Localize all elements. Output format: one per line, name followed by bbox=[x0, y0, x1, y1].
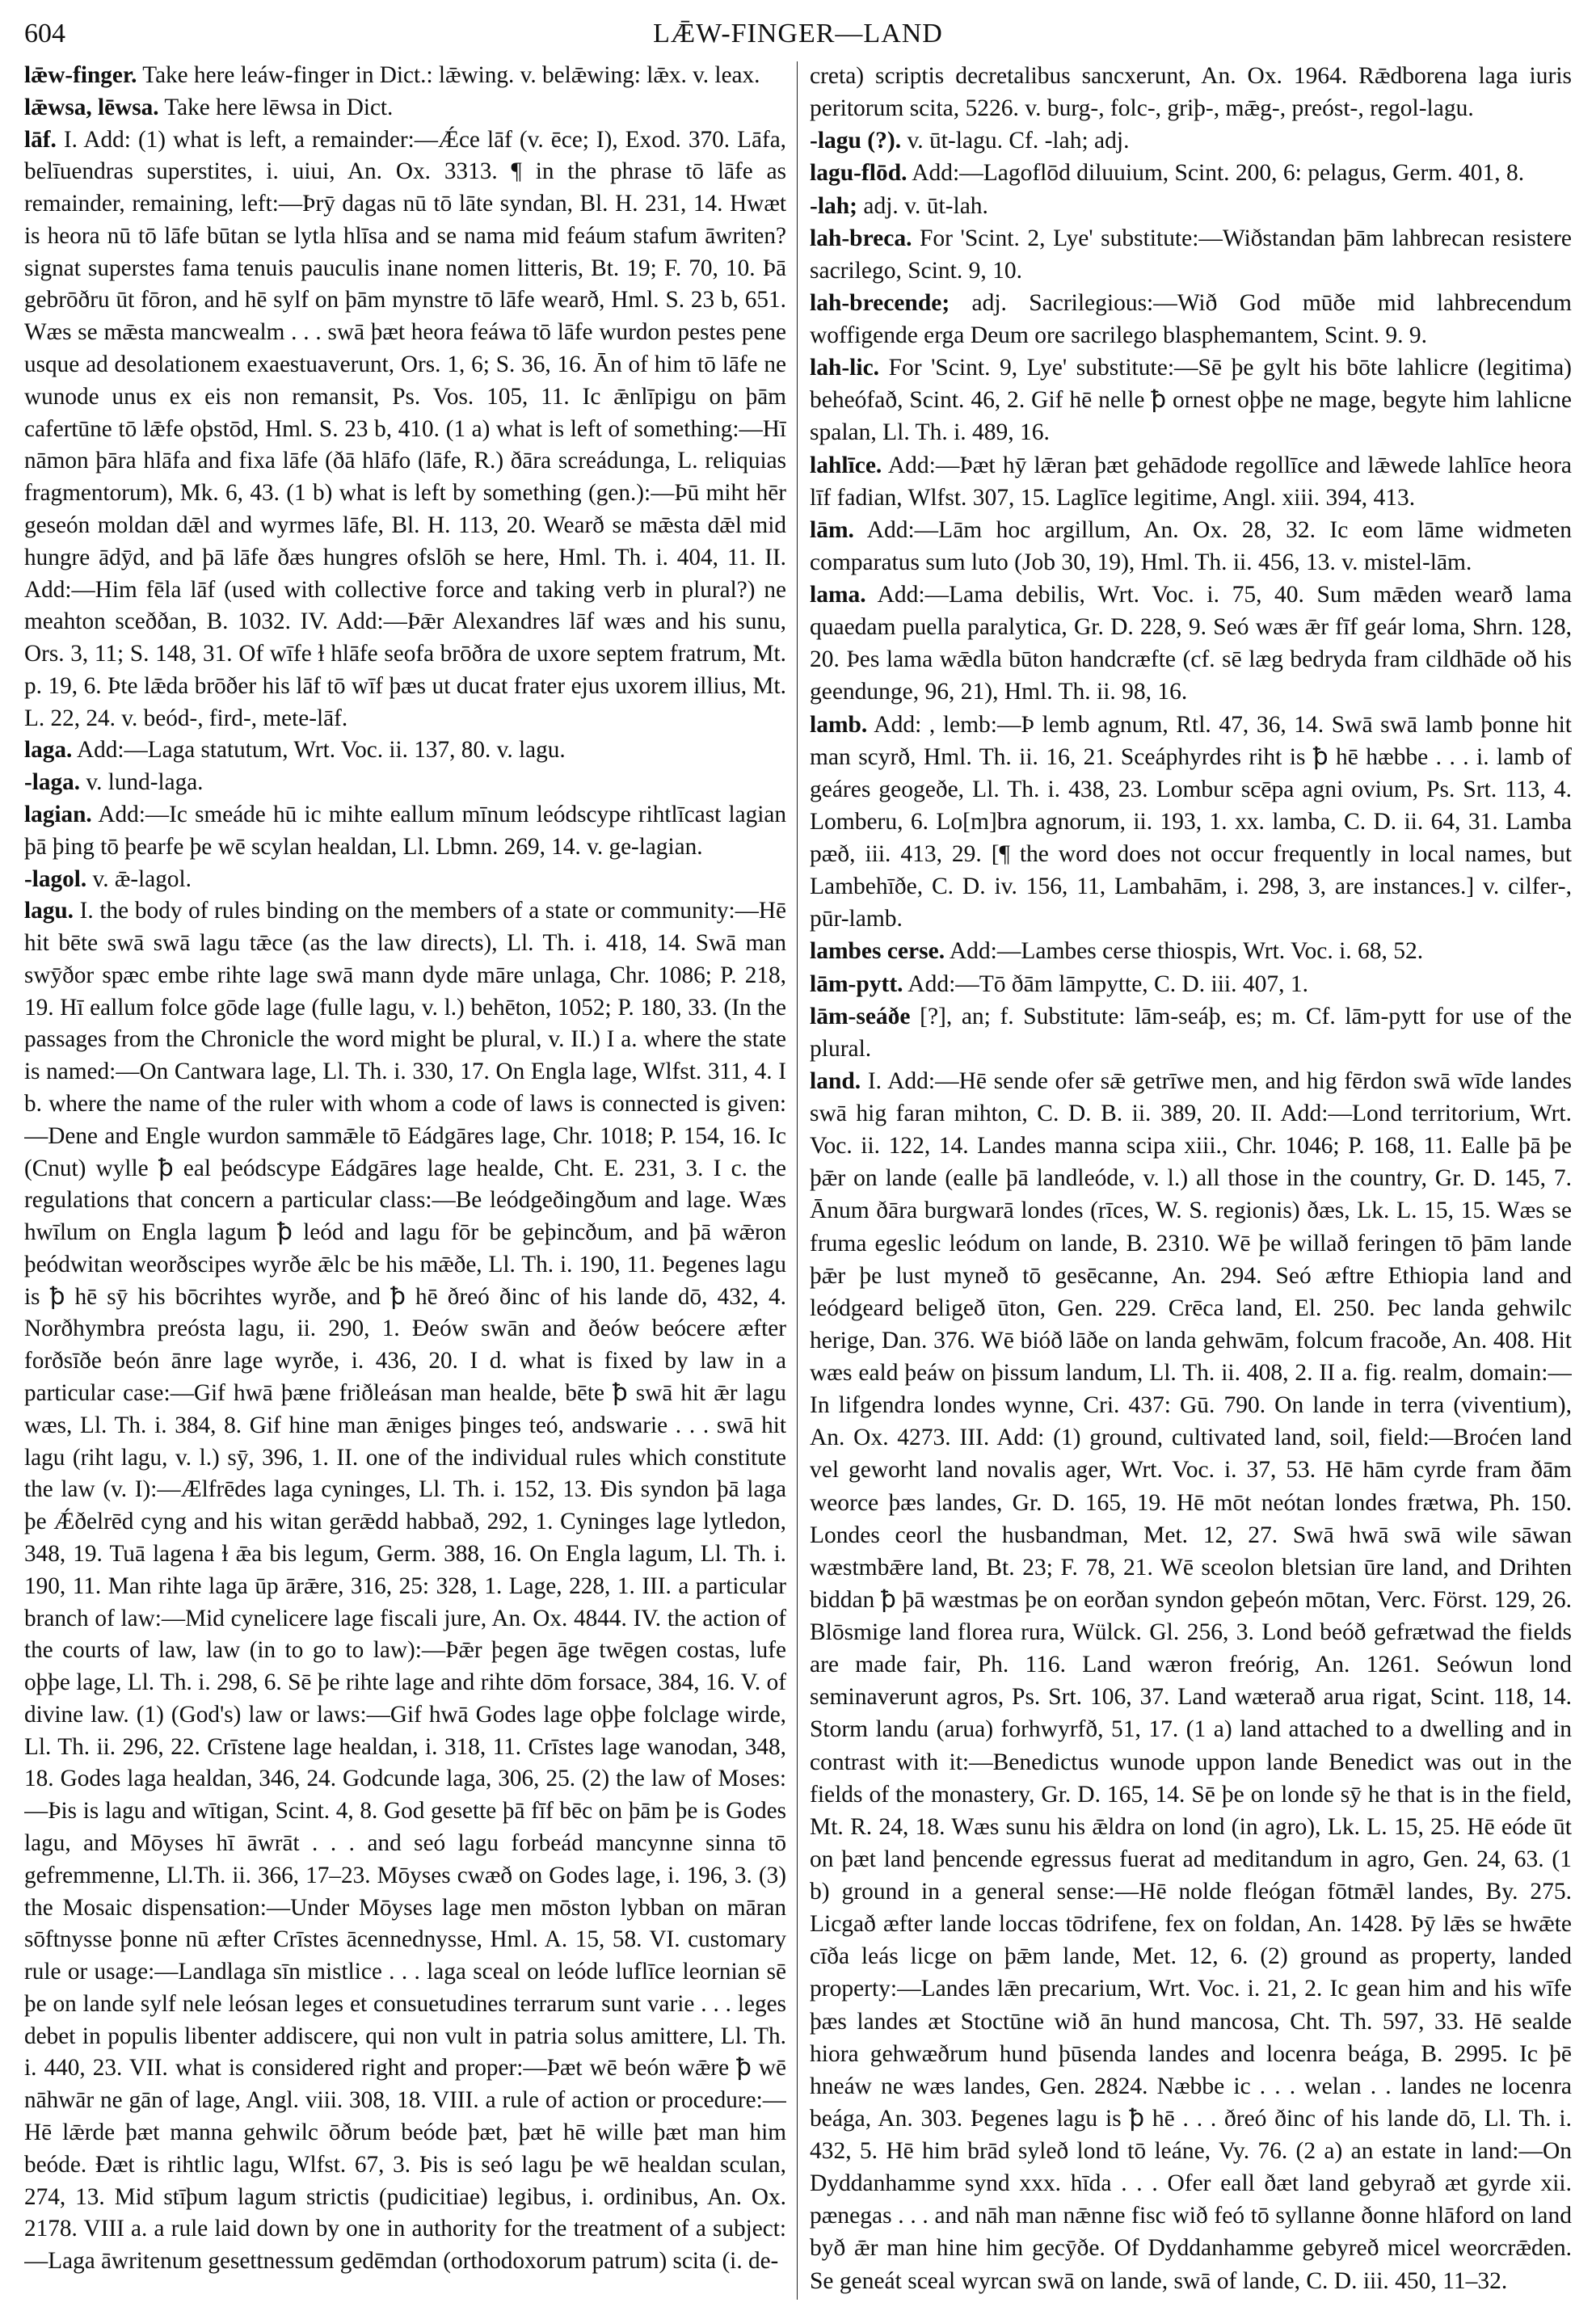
entry-body: creta) scriptis decretalibus sancxerunt, An. Ox. 1964. Rǣdborena laga iuris peritorum scita, 5226. v. burg-, folc-, griþ-, mǣg-, preóst-, regol-lagu. bbox=[810, 63, 1572, 122]
dictionary-entry bbox=[810, 222, 1572, 287]
column-divider bbox=[797, 61, 798, 2300]
entry-headword: lagu. bbox=[24, 898, 74, 924]
dictionary-entry bbox=[810, 514, 1572, 579]
entry-headword: lǣwsa, lēwsa. bbox=[24, 94, 159, 120]
entry-headword: -laga. bbox=[24, 769, 81, 796]
dictionary-entry bbox=[810, 1065, 1572, 2297]
entry-body: [?], an; f. Substitute: lām-seáþ, es; m. Cf. lām-pytt for use of the plural. bbox=[810, 1003, 1572, 1062]
entry-body: Add:—Lām hoc argillum, An. Ox. 28, 32. Ic eom lāme widmeten comparatus sum luto (Job 30, 19), Hml. Th. ii. 456, 13. v. mistel-lām. bbox=[810, 516, 1572, 575]
entry-headword: lagu-flōd. bbox=[810, 160, 907, 187]
entry-body: adj. v. ūt-lah. bbox=[857, 192, 988, 219]
dictionary-entry bbox=[24, 735, 786, 767]
entry-body: Add:—Lama debilis, Wrt. Voc. i. 75, 40. Sum mǣden wearð lama quaedam puella paralytica, Gr. D. 228, 9. Seó wæs ǣr fīf geár loma, Shrn. 128, 20. Þes lama wǣdla būton handcræfte (cf. sē læg bedryda fram cildhāde oð his geendunge, 96, 21), Hml. Th. ii. 98, 16. bbox=[810, 582, 1572, 705]
right-column bbox=[810, 60, 1572, 2300]
dictionary-entry bbox=[810, 124, 1572, 157]
entry-headword: lah-brecende; bbox=[810, 289, 950, 316]
entry-body: Take here leáw-finger in Dict.: lǣwing. v. belǣwing: lǣx. v. leax. bbox=[137, 62, 760, 88]
dictionary-entry bbox=[810, 60, 1572, 124]
entry-body: I. the body of rules binding on the members of a state or community:—Hē hit bēte swā swā lagu tǣce (as the law directs), Ll. Th. i. 418, 14. Swā man swȳðor spæc embe rihte lage swā mann dyde māre unlaga, Chr. 1086; P. 218, 19. Hī eallum folce gōde lage (fulle lagu, v. l.) behēton, 1052; P. 180, 33. (In the passages from the Chronicle the word might be plural, v. II.) I a. where the state is named:—On Cantwara lage, Ll. Th. i. 330, 17. On Engla lage, Wlfst. 311, 4. I b. where the name of the ruler with whom a code of laws is connected is given:—Dene and Engle wurdon sammǣle tō Eádgāres lage, Chr. 1018; P. 154, 16. Ic (Cnut) wylle ꝥ eal þeódscype Eádgāres lage healde, Cht. E. 231, 3. I c. the regulations that concern a particular class:—Be leódgeðingðum and lage. Wæs hwīlum on Engla lagum ꝥ leód and lagu fōr be geþincðum, and þā wǣron þeódwitan weorðscipes wyrðe ǣlc be his mǣðe, Ll. Th. i. 190, 11. Þegenes lagu is ꝥ hē sȳ his bōcrihtes wyrðe, and ꝥ hē ðreó ðinc of his lande dō, 432, 4. Norðhymbra preósta lagu, ii. 290, 1. Ðeów swān and ðeów beócere æfter forðsīðe beón ānre lage wyrðe, i. 436, 20. I d. what is fixed by law in a particular case:—Gif hwā þæne friðleásan man healde, bēte ꝥ swā hit ǣr lagu wæs, Ll. Th. i. 384, 8. Gif hine man ǣniges þinges teó, andswarie . . . swā hit lagu (riht lagu, v. l.) sȳ, 396, 1. II. one of the individual rules which constitute the law (v. I):—Ælfrēdes laga cyninges, Ll. Th. i. 152, 13. Ðis syndon þā laga þe Ǽðelrēd cyng and his witan gerǣdd habbað, 292, 1. Cyninges lage lytledon, 348, 19. Tuā lagena ɫ ǣa bis legum, Germ. 388, 16. On Engla lagum, Ll. Th. i. 190, 11. Man rihte laga ūp ārǣre, 316, 25: 328, 1. Lage, 228, 1. III. a particular branch of law:—Mid cynelicere lage fiscali jure, An. Ox. 4844. IV. the action of the courts of law, law (in to go to law):—Þǣr þegen āge twēgen costas, lufe oþþe lage, Ll. Th. i. 298, 6. Sē þe rihte lage and rihte dōm forsace, 384, 16. V. of divine law. (1) (God's) law or laws:—Gif hwā Godes lage oþþe folclage wirde, Ll. Th. ii. 296, 22. Crīstene lage healdan, i. 318, 11. Crīstes lage wanodan, 348, 18. Godes laga healdan, 346, 24. Godcunde laga, 306, 25. (2) the law of Moses:—Þis is lagu and wītigan, Scint. 4, 8. God gesette þā fīf bēc on þām þe is Godes lagu, and Mōyses hī āwrāt . . . and seó lagu forbeád mancynne sinna tō gefremmenne, Ll.Th. ii. 366, 17–23. Mōyses cwæð on Godes lage, i. 196, 3. (3) the Mosaic dispensation:—Under Mōyses lage men mōston lybban on māran sōftnysse þonne nū æfter Crīstes ācennednysse, Hml. A. 15, 58. VI. customary rule or usage:—Landlaga sīn mistlice . . . laga sceal on leóde luflīce leornian sē þe on lande sylf nele leósan leges et consuetudines terrarum sunt varie . . . leges debet in populis libenter addiscere, qui non vult in patria solus amittere, Ll. Th. i. 440, 23. VII. what is considered right and proper:—Þæt wē beón wǣre ꝥ wē nāhwār ne gān of lage, Angl. viii. 308, 18. VIII. a rule of action or procedure:—Hē lǣrde þæt manna gehwilc ōðrum beóde þæt, þæt hē wille þæt man him beóde. Ðæt is rihtlic lagu, Wlfst. 67, 3. Þis is seó lagu þe wē healdan sculan, 274, 13. Mid stīþum lagum strictis (pudicitiae) legibus, i. ordinibus, An. Ox. 2178. VIII a. a rule laid down by one in authority for the treatment of a subject:—Laga āwritenum gesettnessum gedēmdan (orthodoxorum patrum) scita (i. de- bbox=[24, 898, 786, 2275]
entry-headword: -lagol. bbox=[24, 865, 87, 892]
dictionary-entry bbox=[810, 968, 1572, 1000]
entry-body: Add:—Þæt hȳ lǣran þæt gehādode regollīce and lǣwede lahlīce heora līf fadian, Wlfst. 307, 15. Laglīce legitime, Angl. xiii. 394, 413. bbox=[810, 452, 1572, 511]
entry-body: Add:—Laga statutum, Wrt. Voc. ii. 137, 80. v. lagu. bbox=[72, 737, 566, 764]
dictionary-entry bbox=[24, 767, 786, 799]
entry-headword: lambes cerse. bbox=[810, 938, 945, 965]
entry-body: I. Add: (1) what is left, a remainder:—Ǽce lāf (v. ēce; I), Exod. 370. Lāfa, belīuendras superstites, i. uiui, An. Ox. 3313. ¶ in the phrase tō lāfe as remainder, remaining, left:—Þrȳ dagas nū tō lāte syndan, Bl. H. 231, 14. Hwæt is heora nū tō lāfe būtan se lytla hlīsa and se nama mid feáum stafum āwriten? signat superstes fama tenuis pauculis inane nomen litteris, Bt. 19; F. 70, 10. Þā gebrōðru ūt fōron, and hē sylf on þām mynstre tō lāfe wearð, Hml. S. 23 b, 651. Wæs se mǣsta mancwealm . . . swā þæt heora feáwa tō lāfe wurdon pestes pene usque ad desolationem exaestuaverunt, Ors. 1, 6; S. 36, 16. Ān of him tō lāfe ne wunode unus ex eis non remansit, Ps. Vos. 105, 11. Ic ǣnlīpigu on þām cafertūne tō lǣfe oþstōd, Hml. S. 23 b, 410. (1 a) what is left of something:—Hī nāmon þāra hlāfa and fixa lāfe (ðā hlāfo (lāfe, R.) ðāra screádunga, L. reliquias fragmentorum), Mk. 6, 43. (1 b) what is left by something (gen.):—Þū miht hēr geseón moldan dǣl and wyrmes lāfe, Bl. H. 113, 20. Wearð se mǣsta dǣl mid hungre ādȳd, and þā lāfe ðæs hungres ofslōh se here, Hml. Th. i. 404, 11. II. Add:—Him fēla lāf (used with collective force and taking verb in plural?) ne meahton sceððan, B. 1032. IV. Add:—Þǣr Alexandres lāf wæs and his sunu, Ors. 3, 11; S. 148, 31. Of wīfe ɫ hlāfe seofa brōðra de uxore septem fratrum, Mt. p. 19, 6. Þte lǣda brōðer his lāf tō wīf þæs ut ducat frater ejus uxorem illius, Mt. L. 22, 24. v. beód-, fird-, mete-lāf. bbox=[24, 126, 786, 731]
dictionary-entry bbox=[24, 799, 786, 864]
entry-headword: lām-seáðe bbox=[810, 1003, 911, 1029]
dictionary-entry bbox=[810, 709, 1572, 936]
page-header bbox=[24, 11, 1572, 57]
entry-headword: lagian. bbox=[24, 801, 92, 827]
dictionary-entry bbox=[810, 579, 1572, 709]
entry-headword: lām-pytt. bbox=[810, 970, 903, 997]
entry-body: Add:—Lagoflōd diluuium, Scint. 200, 6: pelagus, Germ. 401, 8. bbox=[907, 160, 1525, 187]
dictionary-entry bbox=[24, 92, 786, 124]
left-column bbox=[24, 60, 786, 2300]
dictionary-entry bbox=[810, 287, 1572, 351]
dictionary-entry bbox=[24, 864, 786, 896]
entry-body: v. lund-laga. bbox=[80, 769, 204, 796]
entry-body: v. ǣ-lagol. bbox=[86, 865, 192, 892]
entry-body: Take here lēwsa in Dict. bbox=[158, 94, 394, 120]
dictionary-entry bbox=[24, 124, 786, 735]
page-number: 604 bbox=[24, 19, 65, 48]
entry-headword: lamb. bbox=[810, 711, 868, 738]
entry-headword: lama. bbox=[810, 582, 866, 608]
dictionary-entry bbox=[810, 157, 1572, 189]
dictionary-entry bbox=[810, 1000, 1572, 1065]
entry-headword: -lah; bbox=[810, 192, 857, 219]
entry-headword: -lagu (?). bbox=[810, 128, 902, 154]
entry-headword: lāf. bbox=[24, 126, 57, 153]
entry-body: Add:—Lambes cerse thiospis, Wrt. Voc. i. 68, 52. bbox=[945, 938, 1424, 965]
entry-headword: lǣw-finger. bbox=[24, 62, 137, 88]
dictionary-entry bbox=[810, 935, 1572, 967]
dictionary-entry bbox=[24, 60, 786, 92]
entry-headword: lah-breca. bbox=[810, 225, 912, 251]
entry-body: v. ūt-lagu. Cf. -lah; adj. bbox=[901, 128, 1130, 154]
running-head: LǢW-FINGER—LAND bbox=[653, 19, 943, 48]
entry-body: Add:—Ic smeáde hū ic mihte eallum mīnum leódscype rihtlīcast lagian þā þing tō þearfe þe wē scylan healdan, Ll. Lbmn. 269, 14. v. ge-lagian. bbox=[24, 801, 786, 860]
dictionary-entry bbox=[810, 351, 1572, 448]
dictionary-entry bbox=[24, 895, 786, 2278]
entry-body: Add: , lemb:—Þ lemb agnum, Rtl. 47, 36, 14. Swā swā lamb þonne hit man scyrð, Hml. Th. ii. 16, 21. Sceáphyrdes riht is ꝥ hē hæbbe . . . i. lamb of geáres geogeðe, Ll. Th. i. 438, 23. Lombur scēpa agni ovium, Ps. Srt. 113, 4. Lomberu, 6. Lo[m]bra agnorum, ii. 193, 1. xx. lamba, C. D. ii. 64, 31. Lamba pæð, iii. 413, 29. [¶ the word does not occur frequently in local names, but Lambehīðe, C. D. iv. 156, 11, Lambahām, i. 298, 3, are instances.] v. cilfer-, pūr-lamb. bbox=[810, 711, 1572, 932]
entry-body: I. Add:—Hē sende ofer sǣ getrīwe men, and hig fērdon swā wīde landes swā hig faran mihton, C. D. B. ii. 389, 20. II. Add:—Lond territorium, Wrt. Voc. ii. 122, 14. Landes manna scipa xiii., Chr. 1046; P. 168, 11. Ealle þā þe þǣr on lande (ealle þā landleóde, v. l.) all those in the country, Gr. D. 145, 7. Ānum ðāra burgwarā londes (rīces, W. S. regionis) ðæs, Lk. L. 15, 15. Wæs se fruma egeslic leódum on lande, B. 2310. Wē þe willað feringen tō þām lande þǣr þe lust myneð tō gesēcanne, An. 294. Seó æftre Ethiopia land and leódgeard beligeð ūton, Gen. 229. Crēca land, El. 250. Þec landa gehwilc herige, Dan. 376. Wē bióð lāðe on landa gehwām, folcum fracoðe, An. 408. Hit wæs eald þeáw on þissum landum, Ll. Th. ii. 408, 2. II a. fig. realm, domain:—In lifgendra londes wynne, Cri. 437: Gū. 790. On lande in terra (viventium), An. Ox. 4273. III. Add: (1) ground, cultivated land, soil, field:—Broćen land vel geworht land novalis ager, Wrt. Voc. i. 37, 53. Hē hām cyrde fram ðām weorce þæs landes, Gr. D. 165, 19. Hē mōt neótan londes frætwa, Ph. 150. Londes ceorl the husbandman, Met. 12, 27. Swā hwā swā wile sāwan wæstmbǣre land, Bt. 23; F. 78, 21. Wē sceolon bletsian ūre land, and Drihten biddan ꝥ þā wæstmas þe on eorðan syndon geþeón mōtan, Verc. Först. 129, 26. Blōsmige land florea rura, Wülck. Gl. 256, 3. Lond beóð gefrætwad the fields are made fair, Ph. 116. Land wæron freórig, An. 1261. Seówun lond seminaverunt agros, Ps. Srt. 106, 37. Land wæterað arua rigat, Scint. 118, 14. Storm landu (arua) forhwyrfð, 51, 17. (1 a) land attached to a dwelling and in contrast with it:—Benedictus wunode uppon lande Benedict was out in the fields of the monastery, Gr. D. 165, 14. Sē þe on londe sȳ he that is in the field, Mt. R. 24, 18. Wæs sunu his ǣldra on lond (in agro), Lk. L. 15, 25. Hē eóde ūt on þæt land þencende egressus fuerat ad meditandum in agro, Gen. 24, 63. (1 b) ground in a general sense:—Hē nolde fleógan fōtmǣl landes, By. 275. Licgað æfter lande loccas tōdrifene, fex on foldan, An. 1428. Þȳ lǣs se hwǣte cīða leás licge on þǣm lande, Met. 12, 6. (2) ground as property, landed property:—Landes lǣn precarium, Wrt. Voc. i. 21, 2. Ic gean him and his wīfe þæs landes æt Stoctūne wið ān hund mancosa, Cht. Th. 597, 33. Hē sealde hiora gehwæðrum hund þūsenda landes and locenra beága, B. 2995. Ic þē hneáw ne wæs landes, Gen. 2824. Næbbe ic . . . welan . . landes ne locenra beága, An. 303. Þegenes lagu is ꝥ hē . . . ðreó ðinc of his lande dō, Ll. Th. i. 432, 5. Hē him brād syleð lond tō leáne, Vy. 76. (2 a) an estate in land:—On Dyddanhamme synd xxx. hīda . . . Ofer eall ðæt land gebyrað æt gyrde xii. pænegas . . . and nāh man nǣnne fisc wið feó tō syllanne ðonne hlāford on land byð ǣr man hine him gecȳðe. Of Dyddanhamme gebyreð micel weorcrǣden. Se geneát sceal wyrcan swā on lande, swā of lande, C. D. iii. 450, 11–32. bbox=[810, 1067, 1572, 2294]
entry-body: For 'Scint. 9, Lye' substitute:—Sē þe gylt his bōte lahlicre (legitima) beheófað, Scint. 46, 2. Gif hē nelle ꝥ ornest oþþe ne mage, begyte him lahlicne spalan, Ll. Th. i. 489, 16. bbox=[810, 355, 1572, 446]
entry-body: Add:—Tō ðām lāmpytte, C. D. iii. 407, 1. bbox=[903, 970, 1309, 997]
entry-body: adj. Sacrilegious:—Wið God mūðe mid lahbrecendum woffigende erga Deum ore sacrilego blasphemantem, Scint. 9. 9. bbox=[810, 289, 1572, 348]
dictionary-entry bbox=[810, 449, 1572, 514]
dictionary-entry bbox=[810, 190, 1572, 222]
entry-headword: lah-lic. bbox=[810, 355, 880, 381]
entry-headword: lahlīce. bbox=[810, 452, 882, 478]
entry-headword: lām. bbox=[810, 516, 854, 543]
entry-headword: land. bbox=[810, 1067, 861, 1094]
entry-headword: laga. bbox=[24, 737, 73, 764]
entry-body: For 'Scint. 2, Lye' substitute:—Wiðstandan þām lahbrecan resistere sacrilego, Scint. 9, 10. bbox=[810, 225, 1572, 284]
